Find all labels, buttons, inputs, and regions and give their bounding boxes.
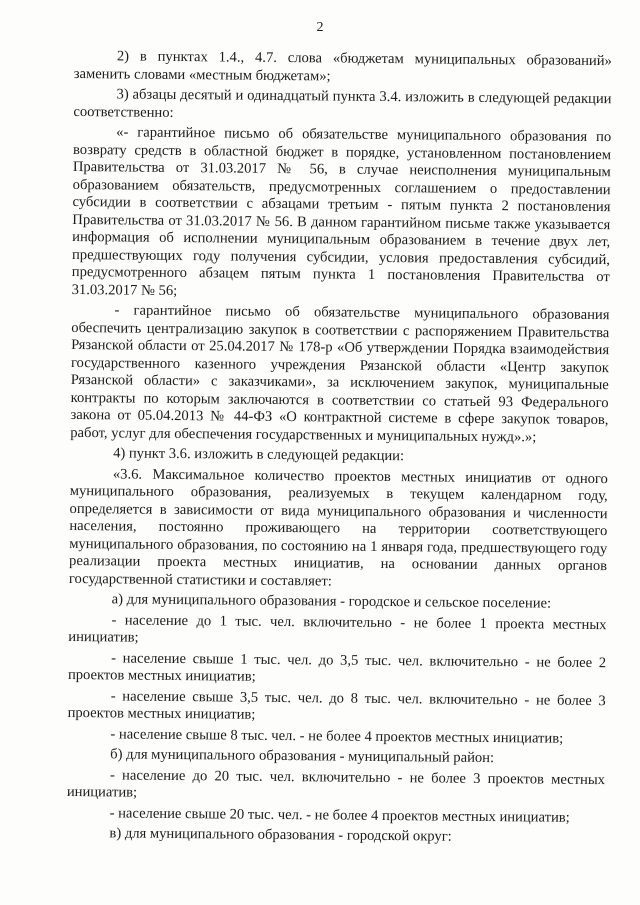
paragraph-district-tier-1: - население до 20 тыс. чел. включительно - не более 3 проектов местных инициатив; [66,766,606,801]
paragraph-population-tier-1: - население до 1 тыс. чел. включительно - не более 1 проекта местных инициатив; [68,611,607,646]
document-body [66,48,612,848]
page-number: 2 [316,20,324,35]
paragraph-district-tier-2: - население свыше 20 тыс. чел. - не более 4 проектов местных инициатив; [109,804,570,826]
paragraph-item-3: 3) абзацы десятый и одинадцатый пункта 3.4. изложить в следующей редакции соответственно: [73,86,612,121]
paragraph-subitem-a: а) для муниципального образования - городское и сельское поселение: [111,591,552,612]
paragraph-subitem-b: б) для муниципального образования - муниципальный район: [110,746,495,767]
paragraph-item-2: 2) в пунктах 1.4., 4.7. слова «бюджетам муниципальных образований» заменить словами «местным бюджетам»; [73,48,612,84]
paragraph-population-tier-2: - население свыше 1 тыс. чел. до 3,5 тыс. чел. включительно - не более 2 проектов местных инициатив; [67,649,607,685]
paragraph-population-tier-4: - население свыше 8 тыс. чел. - не более 4 проектов местных инициатив; [110,725,564,747]
paragraph-guarantee-letter-refund: «- гарантийное письмо об обязательстве муниципального образования по возврату средств в областной бюджет в порядке, установленном постановлением Правительства от 31.03.2017 № 56, в случае неисполнения муниципальным образованием обязательств, предусмотренных соглашением о предоставлении субсидии в соответствии с абзацами третьим - пятым пункта 2 постановления Правительства от 31.03.2017 № 56. В данном гарантийном письме также указывается информация об исполнении муниципальным образованием в течение двух лет, предшествующих году получения субсидии, условия предоставления субсидий, предусмотренного абзацем пятым пункта 1 постановления Правительства от 31.03.2017 № 56; [71,124,612,299]
paragraph-population-tier-3: - население свыше 3,5 тыс. чел. до 8 тыс. чел. включительно - не более 3 проектов местных инициатив; [67,687,606,723]
paragraph-subitem-c: в) для муниципального образования - городской округ: [109,825,452,845]
paragraph-guarantee-letter-procurement: - гарантийное письмо об обязательстве муниципального образования обеспечить централизацию закупок в соответствии с распоряжением Правительства Рязанской области от 25.04.2017 № 178-р «Об утверждении Порядка взаимодействия государственного казенного учреждения Рязанской области «Центр закупок Рязанской области» с заказчиками», за исключением закупок, муниципальные контракты по которым заключаются в соответствии со статьей 93 Федерального закона от 05.04.2013 № 44-ФЗ «О контрактной системе в сфере закупок товаров, работ, услуг для обеспечения государственных и муниципальных нужд».»; [70,302,610,445]
paragraph-clause-3-6: «3.6. Максимальное количество проектов местных инициатив от одного муниципального образования, реализуемых в текущем календарном году, определяется в зависимости от вида муниципального образования и численности населения, постоянно проживающего на территории соответствующего муниципального образования, по состоянию на 1 января года, предшествующего году реализации проекта местных инициатив, на основании данных органов государственной статистики и составляет: [68,465,608,589]
paragraph-item-4: 4) пункт 3.6. изложить в следующей редакции: [113,445,405,465]
